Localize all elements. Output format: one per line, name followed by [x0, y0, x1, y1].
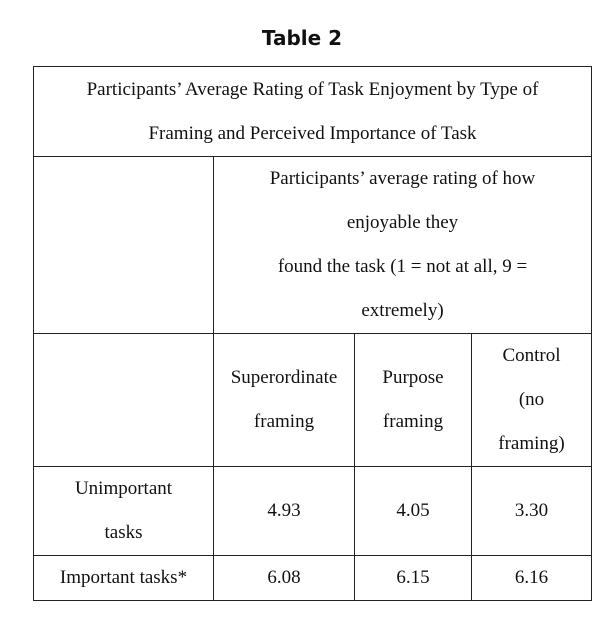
row-label-unimportant	[34, 467, 214, 556]
group-header-line-4: extremely)	[361, 300, 444, 321]
column-header-line: framing)	[498, 433, 565, 454]
column-header-line: (no	[518, 389, 545, 410]
table-cell: 6.08	[214, 556, 355, 601]
table-cell: 4.05	[355, 467, 472, 556]
empty-corner-cell	[34, 157, 214, 334]
column-header-line: Superordinate	[230, 367, 338, 388]
group-header-line-1: Participants’ average rating of how	[269, 168, 536, 189]
group-header-line-2: enjoyable they	[346, 212, 459, 233]
column-header-row	[34, 334, 592, 467]
empty-row-label-header	[34, 334, 214, 467]
table-cell: 6.15	[355, 556, 472, 601]
table-cell: 4.93	[214, 467, 355, 556]
column-header-purpose	[355, 334, 472, 467]
row-label-important: Important tasks*	[34, 556, 214, 601]
table-cell: 3.30	[472, 467, 592, 556]
column-header-line: framing	[382, 411, 444, 432]
column-header-superordinate	[214, 334, 355, 467]
caption-line-2: Framing and Perceived Importance of Task	[148, 122, 477, 144]
column-header-line: Control	[502, 345, 561, 366]
row-label-line: Unimportant	[74, 478, 173, 499]
table-caption	[34, 67, 592, 157]
page-title: Table 2	[261, 26, 343, 50]
group-header-line-3: found the task (1 = not at all, 9 =	[277, 256, 528, 277]
column-header-control	[472, 334, 592, 467]
group-header-cell	[214, 157, 592, 334]
caption-row	[34, 67, 592, 157]
row-label-line: tasks	[104, 522, 143, 543]
column-header-line: Purpose	[382, 367, 444, 388]
column-header-line: framing	[253, 411, 315, 432]
table-cell: 6.16	[472, 556, 592, 601]
table-row	[34, 556, 592, 601]
table-row	[34, 467, 592, 556]
enjoyment-table	[33, 66, 592, 601]
caption-line-1: Participants’ Average Rating of Task Enjoyment by Type of	[86, 78, 539, 100]
group-header-row	[34, 157, 592, 334]
